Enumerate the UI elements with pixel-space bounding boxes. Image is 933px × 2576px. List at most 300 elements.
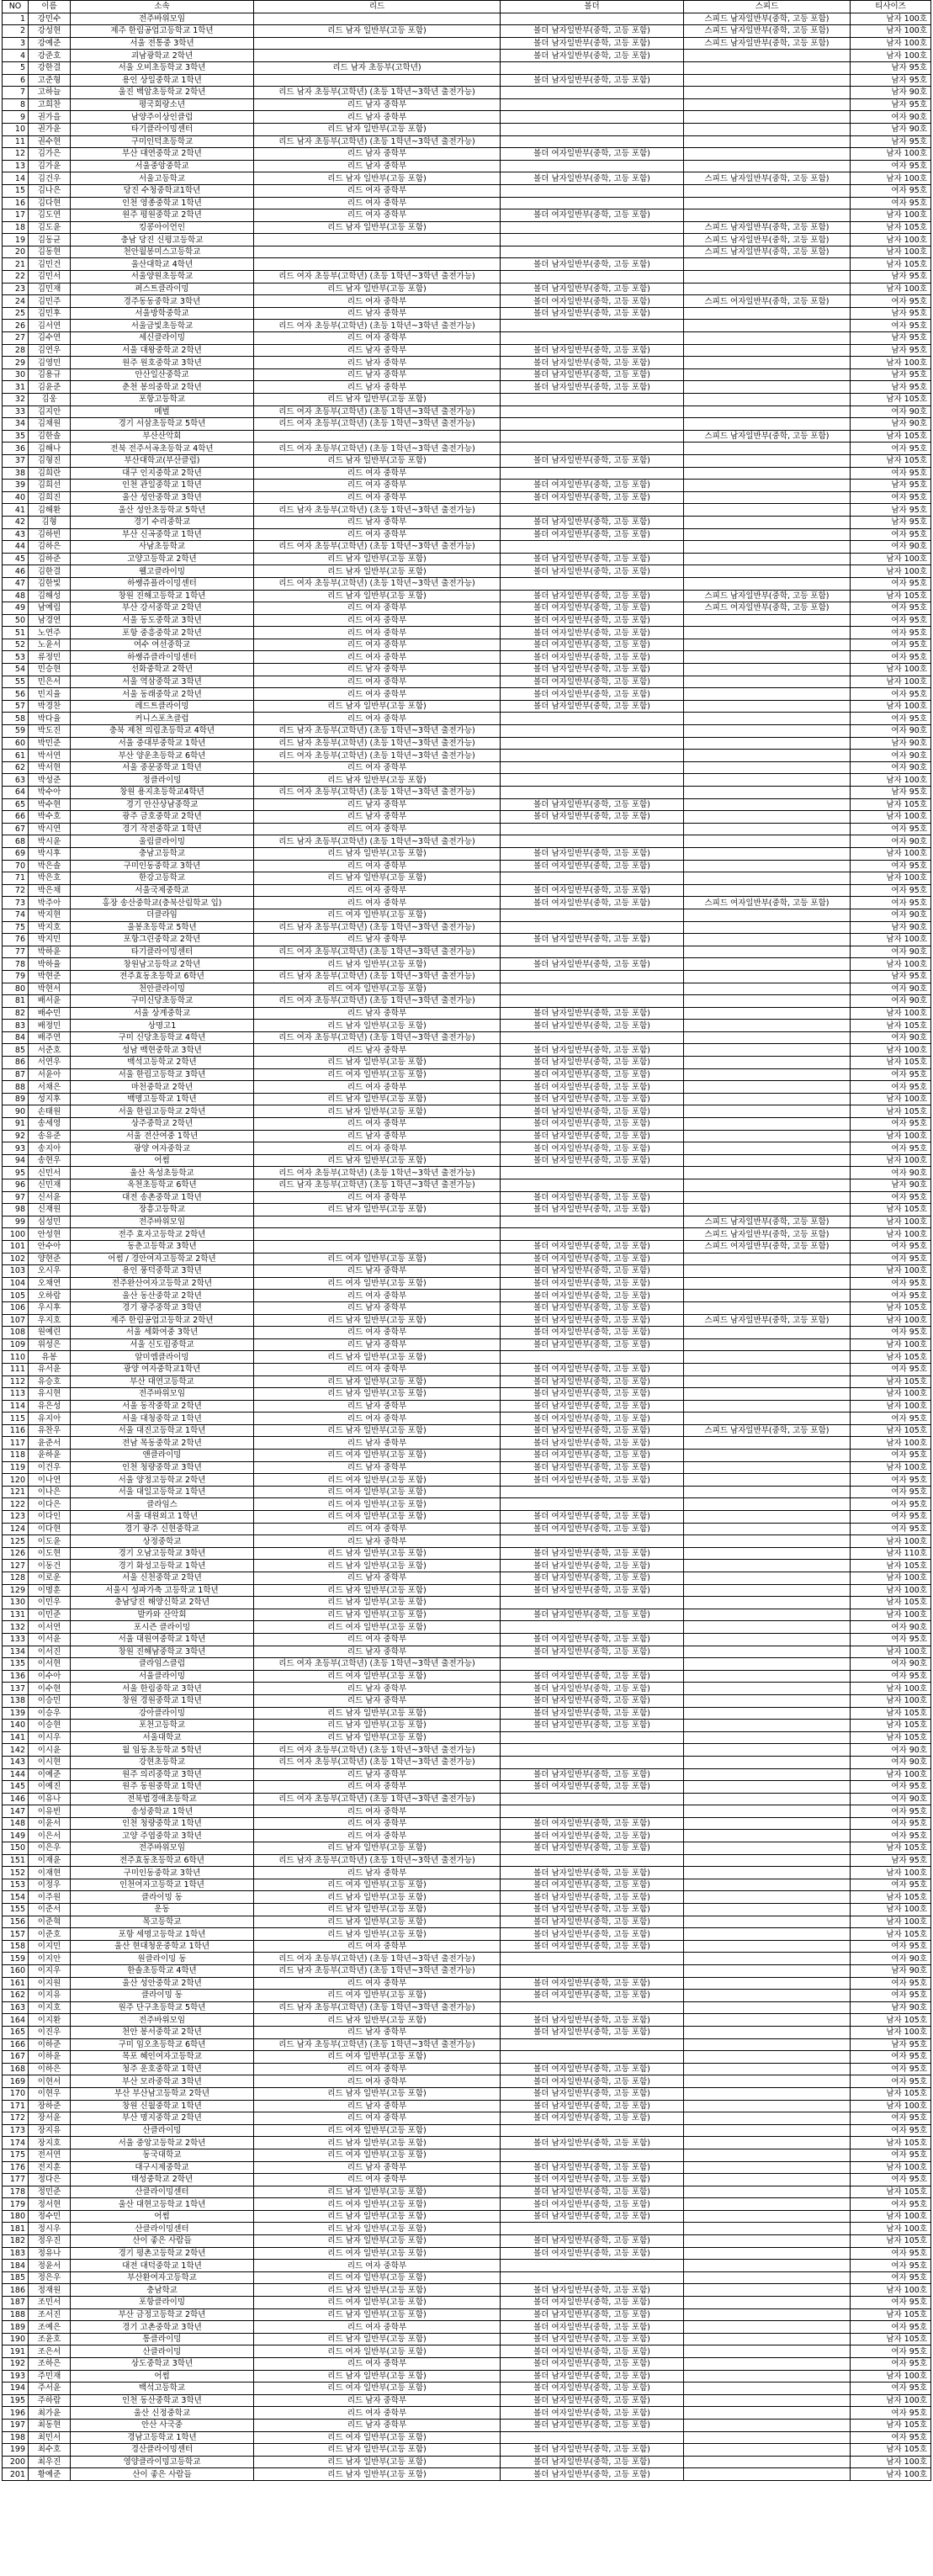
table-row — [3, 664, 931, 676]
cell-speed — [684, 480, 851, 492]
cell-lead: 리드 남자 일반부(고등 포함) — [254, 553, 501, 565]
cell-name: 유서윤 — [29, 1363, 71, 1375]
table-row — [3, 1694, 931, 1707]
table-row — [3, 1118, 931, 1131]
cell-boulder — [501, 713, 684, 725]
cell-affiliation: 구미 신당초등학교 4학년 — [71, 1031, 254, 1044]
cell-tshirt-size: 여자 95호 — [851, 528, 931, 541]
cell-no: 33 — [3, 405, 29, 418]
cell-name: 이은우 — [29, 1842, 71, 1855]
cell-boulder: 볼더 남자일반부(중학, 고등 포함) — [501, 1928, 684, 1941]
cell-affiliation: 서울 대진고등학교 1학년 — [71, 1424, 254, 1437]
table-row — [3, 614, 931, 627]
cell-tshirt-size: 남자 95호 — [851, 2038, 931, 2051]
cell-speed — [684, 1130, 851, 1142]
cell-affiliation: 창원 신월중학교 1학년 — [71, 2100, 254, 2112]
cell-affiliation: 알미엠클라이밍 — [71, 1351, 254, 1364]
cell-tshirt-size: 여자 90호 — [851, 1167, 931, 1179]
cell-name: 우지호 — [29, 1314, 71, 1327]
cell-lead: 리드 남자 중학부 — [254, 798, 501, 811]
cell-speed — [684, 1646, 851, 1658]
cell-lead: 리드 여자 초등부(고학년) (초등 1학년~3학년 출전가능) — [254, 443, 501, 455]
cell-affiliation: 당진 수청중학교1학년 — [71, 184, 254, 197]
cell-boulder — [501, 1031, 684, 1044]
cell-boulder — [501, 197, 684, 209]
cell-tshirt-size: 남자 90호 — [851, 123, 931, 135]
table-row — [3, 1228, 931, 1241]
cell-lead: 리드 여자 초등부(고학년) (초등 1학년~3학년 출전가능) — [254, 1658, 501, 1671]
table-row — [3, 160, 931, 172]
cell-boulder: 볼더 남자일반부(중학, 고등 포함) — [501, 1891, 684, 1904]
cell-lead: 리드 여자 초등부(고학년) (초등 1학년~3학년 출전가능) — [254, 1756, 501, 1768]
cell-speed: 스피드 남자일반부(중학, 고등 포함) — [684, 246, 851, 258]
cell-tshirt-size: 남자 105호 — [851, 1731, 931, 1744]
cell-boulder: 볼더 남자일반부(중학, 고등 포함) — [501, 307, 684, 320]
cell-affiliation: 괴남광학교 2학년 — [71, 50, 254, 62]
cell-lead: 리드 남자 일반부(고등 포함) — [254, 700, 501, 713]
cell-lead: 리드 여자 중학부 — [254, 197, 501, 209]
cell-lead: 리드 여자 중학부 — [254, 491, 501, 504]
cell-name: 박민준 — [29, 737, 71, 750]
cell-name: 이준호 — [29, 1928, 71, 1941]
cell-speed — [684, 381, 851, 394]
cell-tshirt-size: 여자 90호 — [851, 1658, 931, 1671]
cell-tshirt-size: 여자 95호 — [851, 467, 931, 480]
cell-speed — [684, 676, 851, 688]
cell-boulder: 볼더 남자일반부(중학, 고등 포함) — [501, 1461, 684, 1474]
table-row — [3, 1535, 931, 1548]
cell-tshirt-size: 남자 105호 — [851, 2419, 931, 2431]
cell-no: 174 — [3, 2137, 29, 2149]
cell-name: 김연우 — [29, 344, 71, 357]
table-row — [3, 1486, 931, 1498]
table-row — [3, 1768, 931, 1781]
cell-speed — [684, 2247, 851, 2260]
cell-boulder: 볼더 여자일반부(중학, 고등 포함) — [501, 884, 684, 897]
cell-tshirt-size: 여자 90호 — [851, 1756, 931, 1768]
cell-lead: 리드 남자 중학부 — [254, 111, 501, 124]
cell-affiliation: 월 임동초등학교 5학년 — [71, 1744, 254, 1757]
cell-lead: 리드 여자 중학부 — [254, 480, 501, 492]
cell-tshirt-size: 남자 105호 — [851, 1720, 931, 1732]
table-row — [3, 1965, 931, 1978]
cell-no: 82 — [3, 1007, 29, 1020]
cell-affiliation: 제주 한림공업고등학교 2학년 — [71, 1314, 254, 1327]
cell-lead: 리드 남자 일반부(고등 포함) — [254, 1609, 501, 1621]
cell-no: 70 — [3, 860, 29, 872]
table-row — [3, 1904, 931, 1916]
table-row — [3, 2174, 931, 2186]
cell-tshirt-size: 남자 105호 — [851, 2186, 931, 2198]
cell-lead: 리드 남자 중학부 — [254, 2394, 501, 2407]
cell-speed — [684, 565, 851, 578]
cell-speed — [684, 909, 851, 921]
table-row — [3, 2137, 931, 2149]
cell-affiliation: 산클라이밍센터 — [71, 2223, 254, 2235]
cell-boulder: 볼더 남자일반부(중학, 고등 포함) — [501, 516, 684, 528]
cell-boulder: 볼더 남자일반부(중학, 고등 포함) — [501, 1768, 684, 1781]
cell-tshirt-size: 여자 95호 — [851, 1081, 931, 1094]
cell-boulder: 볼더 남자일반부(중학, 고등 포함) — [501, 1154, 684, 1167]
cell-affiliation: 창원 진해고등학교 1학년 — [71, 590, 254, 602]
cell-tshirt-size: 여자 95호 — [851, 1363, 931, 1375]
cell-affiliation: 전남 목동중학교 2학년 — [71, 1437, 254, 1450]
cell-speed — [684, 2297, 851, 2309]
cell-lead: 리드 남자 중학부 — [254, 368, 501, 381]
cell-tshirt-size: 남자 100호 — [851, 1044, 931, 1057]
cell-no: 7 — [3, 87, 29, 99]
cell-tshirt-size: 남자 105호 — [851, 1928, 931, 1941]
cell-boulder: 볼더 남자일반부(중학, 고등 포함) — [501, 664, 684, 676]
cell-affiliation: 경기 수리중학교 — [71, 516, 254, 528]
cell-name: 이도현 — [29, 1547, 71, 1560]
cell-speed — [684, 1891, 851, 1904]
cell-speed — [684, 1990, 851, 2002]
cell-no: 118 — [3, 1450, 29, 1462]
cell-name: 이민준 — [29, 1609, 71, 1621]
table-row — [3, 2100, 931, 2112]
cell-tshirt-size: 남자 100호 — [851, 1388, 931, 1401]
cell-no: 147 — [3, 1805, 29, 1818]
cell-boulder: 볼더 남자일반부(중학, 고등 포함) — [501, 590, 684, 602]
cell-boulder: 볼더 여자일반부(중학, 고등 포함) — [501, 1240, 684, 1253]
cell-boulder — [501, 271, 684, 284]
cell-no: 104 — [3, 1277, 29, 1290]
table-row — [3, 2468, 931, 2481]
cell-boulder: 볼더 여자일반부(중학, 고등 포함) — [501, 2112, 684, 2125]
cell-speed — [684, 1621, 851, 1634]
cell-speed — [684, 1867, 851, 1879]
table-row — [3, 1191, 931, 1204]
cell-no: 21 — [3, 258, 29, 271]
cell-no: 23 — [3, 283, 29, 295]
cell-affiliation: 원주 원호중학교 3학년 — [71, 357, 254, 369]
cell-lead: 리드 남자 일반부(고등 포함) — [254, 2210, 501, 2223]
table-row — [3, 2431, 931, 2444]
cell-no: 184 — [3, 2260, 29, 2272]
cell-tshirt-size: 남자 100호 — [851, 664, 931, 676]
cell-name: 권수현 — [29, 135, 71, 148]
cell-affiliation: 상명고1 — [71, 1020, 254, 1032]
cell-affiliation: 백명고등학교 1학년 — [71, 1093, 254, 1105]
cell-tshirt-size: 남자 100호 — [851, 811, 931, 824]
cell-no: 92 — [3, 1130, 29, 1142]
cell-lead: 리드 여자 중학부 — [254, 676, 501, 688]
cell-boulder: 볼더 여자일반부(중학, 고등 포함) — [501, 1474, 684, 1487]
table-row — [3, 2026, 931, 2038]
cell-boulder: 볼더 남자일반부(중학, 고등 포함) — [501, 2456, 684, 2468]
cell-lead: 리드 여자 일반부(고등 포함) — [254, 1277, 501, 1290]
cell-no: 5 — [3, 61, 29, 74]
cell-lead: 리드 여자 일반부(고등 포함) — [254, 2431, 501, 2444]
cell-tshirt-size: 남자 100호 — [851, 1437, 931, 1450]
cell-lead: 리드 남자 중학부 — [254, 934, 501, 946]
cell-no: 43 — [3, 528, 29, 541]
cell-speed — [684, 1842, 851, 1855]
cell-lead: 리드 여자 초등부(고학년) (초등 1학년~3학년 출전가능) — [254, 1793, 501, 1805]
cell-tshirt-size: 남자 100호 — [851, 1768, 931, 1781]
cell-tshirt-size: 남자 100호 — [851, 2468, 931, 2481]
cell-speed — [684, 1450, 851, 1462]
cell-speed — [684, 1327, 851, 1339]
cell-affiliation: 어썸 — [71, 1154, 254, 1167]
cell-affiliation: 서울 대청중학교 1학년 — [71, 1413, 254, 1425]
cell-affiliation: 경산클라이밍센터 — [71, 2444, 254, 2457]
cell-speed — [684, 528, 851, 541]
cell-name: 김영민 — [29, 357, 71, 369]
cell-no: 101 — [3, 1240, 29, 1253]
cell-boulder: 볼더 남자일반부(중학, 고등 포함) — [501, 74, 684, 87]
cell-lead: 리드 여자 초등부(고학년) (초등 1학년~3학년 출전가능) — [254, 1167, 501, 1179]
cell-lead: 리드 여자 일반부(고등 포함) — [254, 2247, 501, 2260]
cell-name: 박도진 — [29, 725, 71, 738]
cell-lead: 리드 남자 일반부(고등 포함) — [254, 2468, 501, 2481]
cell-boulder: 볼더 남자일반부(중학, 고등 포함) — [501, 1572, 684, 1585]
cell-lead: 리드 남자 중학부 — [254, 1301, 501, 1314]
table-row — [3, 1940, 931, 1953]
cell-boulder: 볼더 여자일반부(중학, 고등 포함) — [501, 295, 684, 308]
cell-affiliation: 울봉초등학교 5학년 — [71, 921, 254, 934]
cell-name: 이로운 — [29, 1572, 71, 1585]
table-row — [3, 2419, 931, 2431]
cell-lead: 리드 남자 중학부 — [254, 1007, 501, 1020]
cell-no: 108 — [3, 1327, 29, 1339]
cell-lead: 리드 여자 초등부(고학년) (초등 1학년~3학년 출전가능) — [254, 750, 501, 762]
header-boulder: 볼더 — [501, 1, 684, 13]
cell-boulder: 볼더 여자일반부(중학, 고등 포함) — [501, 209, 684, 222]
cell-speed — [684, 516, 851, 528]
cell-name: 신서윤 — [29, 1191, 71, 1204]
cell-speed — [684, 1511, 851, 1524]
cell-speed — [684, 774, 851, 787]
cell-boulder: 볼더 남자일반부(중학, 고등 포함) — [501, 1044, 684, 1057]
cell-affiliation: 메벌 — [71, 405, 254, 418]
table-row — [3, 2038, 931, 2051]
table-row — [3, 835, 931, 848]
table-row — [3, 320, 931, 332]
cell-boulder: 볼더 여자일반부(중학, 고등 포함) — [501, 2198, 684, 2211]
cell-speed — [684, 1437, 851, 1450]
cell-affiliation: 울산 대현고등학교 1학년 — [71, 2198, 254, 2211]
cell-tshirt-size: 여자 95호 — [851, 295, 931, 308]
cell-no: 44 — [3, 541, 29, 554]
cell-speed — [684, 2394, 851, 2407]
cell-lead: 리드 남자 초등부(고학년) (초등 1학년~3학년 출전가능) — [254, 921, 501, 934]
table-row — [3, 2235, 931, 2248]
cell-tshirt-size: 남자 100호 — [851, 2026, 931, 2038]
cell-boulder: 볼더 여자일반부(중학, 고등 포함) — [501, 2345, 684, 2358]
cell-lead: 리드 남자 초등부(고학년) (초등 1학년~3학년 출전가능) — [254, 737, 501, 750]
cell-no: 32 — [3, 394, 29, 406]
cell-lead: 리드 남자 중학부 — [254, 98, 501, 111]
cell-affiliation: 창원 진해남중학교 3학년 — [71, 1646, 254, 1658]
cell-no: 102 — [3, 1253, 29, 1265]
cell-affiliation: 더클라임 — [71, 909, 254, 921]
cell-tshirt-size: 남자 100호 — [851, 1216, 931, 1228]
cell-speed — [684, 1253, 851, 1265]
cell-speed — [684, 995, 851, 1008]
table-row — [3, 1057, 931, 1069]
cell-lead: 리드 여자 중학부 — [254, 2358, 501, 2371]
cell-name: 최민서 — [29, 2431, 71, 2444]
cell-speed — [684, 1928, 851, 1941]
cell-boulder: 볼더 여자일반부(중학, 고등 포함) — [501, 2174, 684, 2186]
cell-affiliation: 평국회랑소년 — [71, 98, 254, 111]
cell-speed — [684, 1375, 851, 1388]
cell-affiliation: 고양고등학교 2학년 — [71, 553, 254, 565]
cell-boulder: 볼더 남자일반부(중학, 고등 포함) — [501, 1301, 684, 1314]
cell-affiliation: 동국대학교 — [71, 2149, 254, 2161]
cell-speed — [684, 847, 851, 860]
cell-speed — [684, 271, 851, 284]
cell-no: 2 — [3, 25, 29, 38]
cell-tshirt-size: 여자 95호 — [851, 320, 931, 332]
cell-name: 이하은 — [29, 2063, 71, 2075]
cell-lead: 리드 여자 중학부 — [254, 1523, 501, 1535]
cell-boulder: 볼더 여자일반부(중학, 고등 포함) — [501, 1118, 684, 1131]
cell-name: 김웅 — [29, 394, 71, 406]
cell-tshirt-size: 남자 105호 — [851, 430, 931, 443]
cell-name: 김건우 — [29, 172, 71, 185]
cell-lead: 리드 남자 일반부(고등 포함) — [254, 1105, 501, 1118]
cell-speed — [684, 2087, 851, 2100]
cell-affiliation: 산클라이밍 — [71, 2345, 254, 2358]
cell-name: 위성은 — [29, 1338, 71, 1351]
cell-name: 이하준 — [29, 2038, 71, 2051]
cell-speed — [684, 1977, 851, 1990]
cell-affiliation: 대구시제중학교 — [71, 2161, 254, 2174]
cell-speed — [684, 1683, 851, 1695]
cell-speed — [684, 2100, 851, 2112]
cell-boulder: 볼더 여자일반부(중학, 고등 포함) — [501, 1830, 684, 1842]
cell-boulder: 볼더 남자일반부(중학, 고등 포함) — [501, 1609, 684, 1621]
cell-affiliation: 한강고등학교 — [71, 872, 254, 885]
table-row — [3, 553, 931, 565]
cell-lead: 리드 남자 일반부(고등 포함) — [254, 1375, 501, 1388]
cell-boulder — [501, 1597, 684, 1609]
cell-name: 정민준 — [29, 2186, 71, 2198]
cell-speed — [684, 332, 851, 345]
cell-speed — [684, 1351, 851, 1364]
cell-name: 이준혁 — [29, 1916, 71, 1928]
cell-name: 김한결 — [29, 565, 71, 578]
cell-speed: 스피드 남자일반부(중학, 고등 포함) — [684, 221, 851, 234]
cell-boulder: 볼더 여자일반부(중학, 고등 포함) — [501, 1413, 684, 1425]
cell-name: 이시윤 — [29, 1744, 71, 1757]
cell-speed — [684, 1658, 851, 1671]
cell-no: 46 — [3, 565, 29, 578]
cell-boulder: 볼더 남자일반부(중학, 고등 포함) — [501, 1375, 684, 1388]
cell-tshirt-size: 여자 95호 — [851, 1511, 931, 1524]
cell-boulder: 볼더 남자일반부(중학, 고등 포함) — [501, 2137, 684, 2149]
cell-speed — [684, 2345, 851, 2358]
cell-boulder — [501, 234, 684, 246]
table-row — [3, 25, 931, 38]
cell-tshirt-size: 남자 100호 — [851, 676, 931, 688]
cell-name: 박서연 — [29, 750, 71, 762]
cell-name: 강한결 — [29, 61, 71, 74]
cell-tshirt-size: 여자 95호 — [851, 2407, 931, 2420]
cell-no: 36 — [3, 443, 29, 455]
cell-name: 김동균 — [29, 234, 71, 246]
cell-affiliation: 서울방학중학교 — [71, 307, 254, 320]
cell-affiliation: 어썸 — [71, 2370, 254, 2383]
cell-affiliation: 서울 전산여중 1학년 — [71, 1130, 254, 1142]
cell-speed — [684, 958, 851, 971]
cell-name: 남예림 — [29, 602, 71, 615]
cell-name: 김형 — [29, 516, 71, 528]
cell-tshirt-size: 남자 100호 — [851, 172, 931, 185]
table-row — [3, 1044, 931, 1057]
cell-name: 이지원 — [29, 1977, 71, 1990]
cell-tshirt-size: 남자 100호 — [851, 847, 931, 860]
cell-boulder — [501, 1167, 684, 1179]
cell-name: 장지호 — [29, 2137, 71, 2149]
cell-lead: 리드 남자 중학부 — [254, 2419, 501, 2431]
cell-lead: 리드 남자 일반부(고등 포함) — [254, 872, 501, 885]
cell-speed — [684, 2419, 851, 2431]
cell-tshirt-size: 남자 95호 — [851, 332, 931, 345]
cell-affiliation: 운동 — [71, 1904, 254, 1916]
cell-lead: 리드 여자 중학부 — [254, 2075, 501, 2088]
cell-speed — [684, 307, 851, 320]
cell-tshirt-size: 남자 100호 — [851, 246, 931, 258]
cell-tshirt-size: 여자 90호 — [851, 1953, 931, 1965]
cell-speed — [684, 1817, 851, 1830]
cell-name: 고희찬 — [29, 98, 71, 111]
cell-name: 송현우 — [29, 1154, 71, 1167]
cell-name: 윤하윤 — [29, 1450, 71, 1462]
table-row — [3, 1597, 931, 1609]
cell-lead: 리드 남자 일반부(고등 포함) — [254, 2137, 501, 2149]
cell-boulder — [501, 1731, 684, 1744]
cell-lead: 리드 남자 중학부 — [254, 2100, 501, 2112]
cell-no: 157 — [3, 1928, 29, 1941]
cell-affiliation: 옥천초등학교 6학년 — [71, 1179, 254, 1192]
cell-boulder: 볼더 남자일반부(중학, 고등 포함) — [501, 553, 684, 565]
cell-name: 김도윤 — [29, 221, 71, 234]
cell-affiliation: 경기 작전중학교 1학년 — [71, 823, 254, 835]
cell-no: 137 — [3, 1683, 29, 1695]
cell-lead: 리드 여자 일반부(고등 포함) — [254, 1621, 501, 1634]
table-row — [3, 1265, 931, 1278]
cell-boulder: 볼더 남자일반부(중학, 고등 포함) — [501, 811, 684, 824]
cell-speed — [684, 258, 851, 271]
cell-speed: 스피드 여자일반부(중학, 고등 포함) — [684, 1240, 851, 1253]
cell-lead: 리드 남자 중학부 — [254, 1338, 501, 1351]
cell-boulder: 볼더 남자일반부(중학, 고등 포함) — [501, 1694, 684, 1707]
cell-name: 박시후 — [29, 847, 71, 860]
cell-tshirt-size: 남자 100호 — [851, 2210, 931, 2223]
cell-affiliation: 경기 평촌고등학교 2학년 — [71, 2247, 254, 2260]
table-row — [3, 1756, 931, 1768]
cell-tshirt-size: 여자 95호 — [851, 1498, 931, 1511]
cell-affiliation: 하쌩쥬클라이밍센터 — [71, 651, 254, 664]
table-row — [3, 2394, 931, 2407]
cell-boulder: 볼더 남자일반부(중학, 고등 포함) — [501, 2161, 684, 2174]
cell-lead: 리드 남자 중학부 — [254, 811, 501, 824]
cell-affiliation: 전주바위모임 — [71, 2014, 254, 2027]
cell-affiliation: 서울중앙중학교 — [71, 160, 254, 172]
cell-affiliation: 정클라이밍 — [71, 774, 254, 787]
cell-name: 김하준 — [29, 553, 71, 565]
cell-tshirt-size: 여자 95호 — [851, 1240, 931, 1253]
cell-boulder: 볼더 여자일반부(중학, 고등 포함) — [501, 148, 684, 161]
table-row — [3, 737, 931, 750]
cell-tshirt-size: 남자 95호 — [851, 381, 931, 394]
cell-no: 176 — [3, 2161, 29, 2174]
cell-boulder: 볼더 남자일반부(중학, 고등 포함) — [501, 1584, 684, 1597]
